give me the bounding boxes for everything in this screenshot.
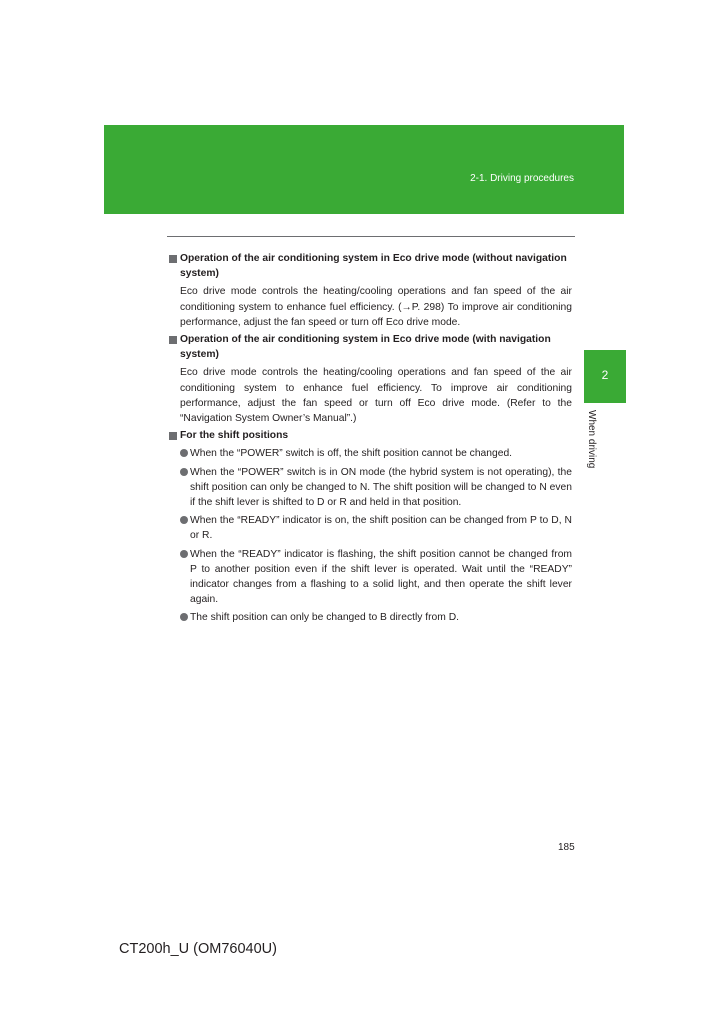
chapter-label <box>586 410 600 490</box>
header-band <box>104 125 624 214</box>
section-heading <box>169 332 572 362</box>
list-item-text: When the “READY” indicator is on, the shift position can be changed from P to D, N or R. <box>190 515 572 542</box>
section-heading-text: For the shift positions <box>180 430 289 442</box>
section-body: Eco drive mode controls the heating/cooling operations and fan speed of the air conditioning system to enhance fuel efficiency. To improve air conditioning performance, adjust the fan speed or turn off Eco drive mode. (Refer to the “Navigation System Owner’s Manual”.) <box>180 367 572 425</box>
square-bullet-icon <box>169 255 177 263</box>
round-bullet-icon <box>180 613 188 621</box>
round-bullet-icon <box>180 468 188 476</box>
list-item <box>169 513 572 543</box>
list-item <box>169 446 572 461</box>
page-content <box>169 249 572 628</box>
section-heading-text: Operation of the air conditioning system in Eco drive mode (with navigation system) <box>180 334 551 361</box>
square-bullet-icon <box>169 432 177 440</box>
round-bullet-icon <box>180 516 188 524</box>
square-bullet-icon <box>169 336 177 344</box>
list-item-text: When the “POWER” switch is in ON mode (the hybrid system is not operating), the shift position can only be changed to N. The shift position will be changed to N even if the shift lever is shifted to D or R and held in that position. <box>190 466 572 509</box>
manual-code: CT200h_U (OM76040U) <box>119 941 277 957</box>
section-heading <box>169 251 572 281</box>
list-item <box>169 610 572 625</box>
list-item-text: When the “READY” indicator is flashing, the shift position cannot be changed from P to another position even if the shift lever is operated. Wait until the “READY” indicator changes from a flashing to a solid light, and then operate the shift lever again. <box>190 548 572 606</box>
section-heading-text: Operation of the air conditioning system in Eco drive mode (without navigation system) <box>180 253 567 280</box>
section-heading <box>169 428 572 443</box>
chapter-label-text: When driving <box>586 410 597 469</box>
list-item <box>169 547 572 608</box>
page-number: 185 <box>558 842 575 853</box>
section-body: Eco drive mode controls the heating/cooling operations and fan speed of the air conditioning system to enhance fuel efficiency. (→P. 298) To improve air conditioning performance, adjust the fan speed or turn off Eco drive mode. <box>180 286 572 328</box>
chapter-number: 2 <box>601 368 609 382</box>
list-item-text: When the “POWER” switch is off, the shift position cannot be changed. <box>190 448 513 460</box>
section-title: 2-1. Driving procedures <box>470 173 574 184</box>
chapter-tab <box>584 350 626 403</box>
round-bullet-icon <box>180 449 188 457</box>
list-item-text: The shift position can only be changed to B directly from D. <box>190 612 460 624</box>
header-divider <box>167 236 575 237</box>
list-item <box>169 465 572 511</box>
round-bullet-icon <box>180 550 188 558</box>
